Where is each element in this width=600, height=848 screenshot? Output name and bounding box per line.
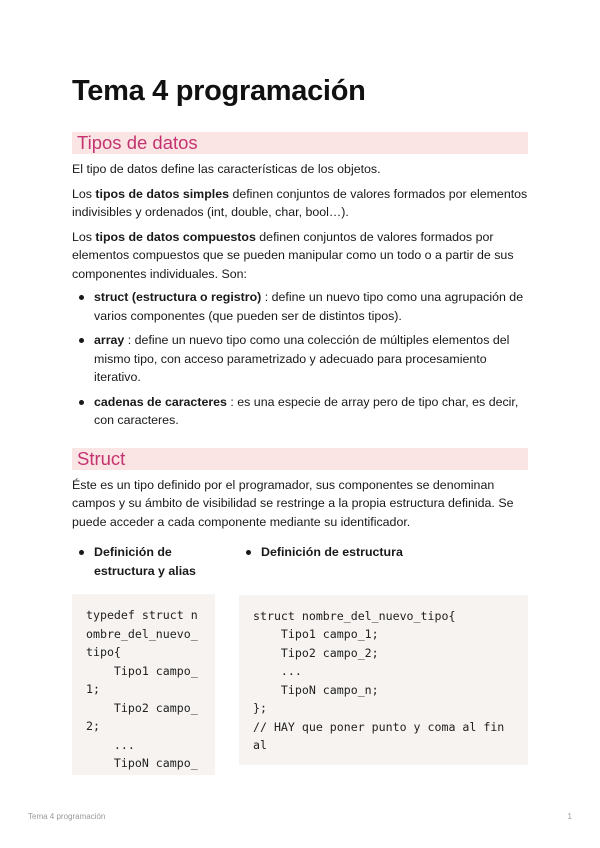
paragraph-tipos-compuestos bbox=[72, 228, 528, 284]
heading-struct: Struct bbox=[72, 448, 528, 470]
bullet-desc: : es una especie de array pero de tipo char, es decir, con caracteres. bbox=[94, 394, 519, 427]
bullet-icon bbox=[246, 550, 251, 555]
code-block-struct: struct nombre_del_nuevo_tipo{ Tipo1 campo_1; Tipo2 campo_2; ... TipoN campo_n; }; // HAY que poner punto y coma al fin al bbox=[239, 595, 528, 765]
bullet-desc: : define un nuevo tipo como una agrupación de varios componentes (que pueden ser de distintos tipos). bbox=[94, 290, 524, 323]
bold-term-simples: tipos de datos simples bbox=[95, 186, 229, 201]
bullet-list-col2 bbox=[239, 543, 528, 562]
paragraph-tipos-intro: El tipo de datos define las características de los objetos. bbox=[72, 162, 381, 176]
list-item-cadenas bbox=[72, 393, 528, 430]
struct-columns bbox=[72, 543, 528, 783]
bullet-icon bbox=[79, 338, 84, 343]
text-fragment: Los bbox=[72, 186, 96, 201]
bullet-list-compuestos bbox=[72, 288, 528, 430]
bullet-desc: : define un nuevo tipo como una colección de múltiples elementos del mismo tipo, con acceso parametrizado y adecuado para procesamiento iterativo. bbox=[94, 333, 510, 384]
page-number: 1 bbox=[567, 812, 572, 821]
heading-tipos-de-datos: Tipos de datos bbox=[72, 132, 528, 154]
bold-term-compuestos: tipos de datos compuestos bbox=[95, 229, 256, 244]
text-fragment: definen conjuntos de valores formados por elementos compuestos que se pueden manipular como un todo o a partir de sus componentes individuales. Son: bbox=[72, 229, 514, 281]
bullet-icon bbox=[79, 400, 84, 405]
col1-heading: Definición de estructura y alias bbox=[94, 545, 196, 578]
bullet-icon bbox=[79, 295, 84, 300]
page-title: Tema 4 programación bbox=[72, 75, 366, 107]
page-footer bbox=[28, 812, 572, 822]
bullet-list-col1 bbox=[72, 543, 215, 580]
bullet-term: array bbox=[94, 333, 125, 347]
list-item-array bbox=[72, 331, 528, 387]
page-content bbox=[72, 72, 528, 783]
paragraph-tipos-simples bbox=[72, 185, 528, 222]
paragraph-struct-intro: Éste es un tipo definido por el programador, sus componentes se denominan campos y su ámbito de visibilidad se restringe a la propia estructura definida. Se puede acceder a cada componente mediante su identificador. bbox=[72, 477, 514, 529]
bullet-icon bbox=[79, 550, 84, 555]
list-item-col2-heading bbox=[239, 543, 528, 562]
text-fragment: Los bbox=[72, 229, 96, 244]
column-struct bbox=[239, 543, 528, 765]
list-item-struct bbox=[72, 288, 528, 325]
list-item-col1-heading bbox=[72, 543, 215, 580]
col2-heading: Definición de estructura bbox=[261, 545, 403, 559]
text-fragment: definen conjuntos de valores formados por elementos indivisibles y ordenados (int, double, char, bool…). bbox=[72, 186, 528, 219]
bullet-term: struct (estructura o registro) bbox=[94, 290, 262, 304]
footer-title: Tema 4 programación bbox=[28, 812, 106, 821]
bullet-term: cadenas de caracteres bbox=[94, 394, 227, 409]
column-typedef bbox=[72, 543, 215, 775]
code-block-typedef: typedef struct n ombre_del_nuevo_ tipo{ Tipo1 campo_ 1; Tipo2 campo_ 2; ... TipoN campo_ bbox=[72, 594, 215, 775]
